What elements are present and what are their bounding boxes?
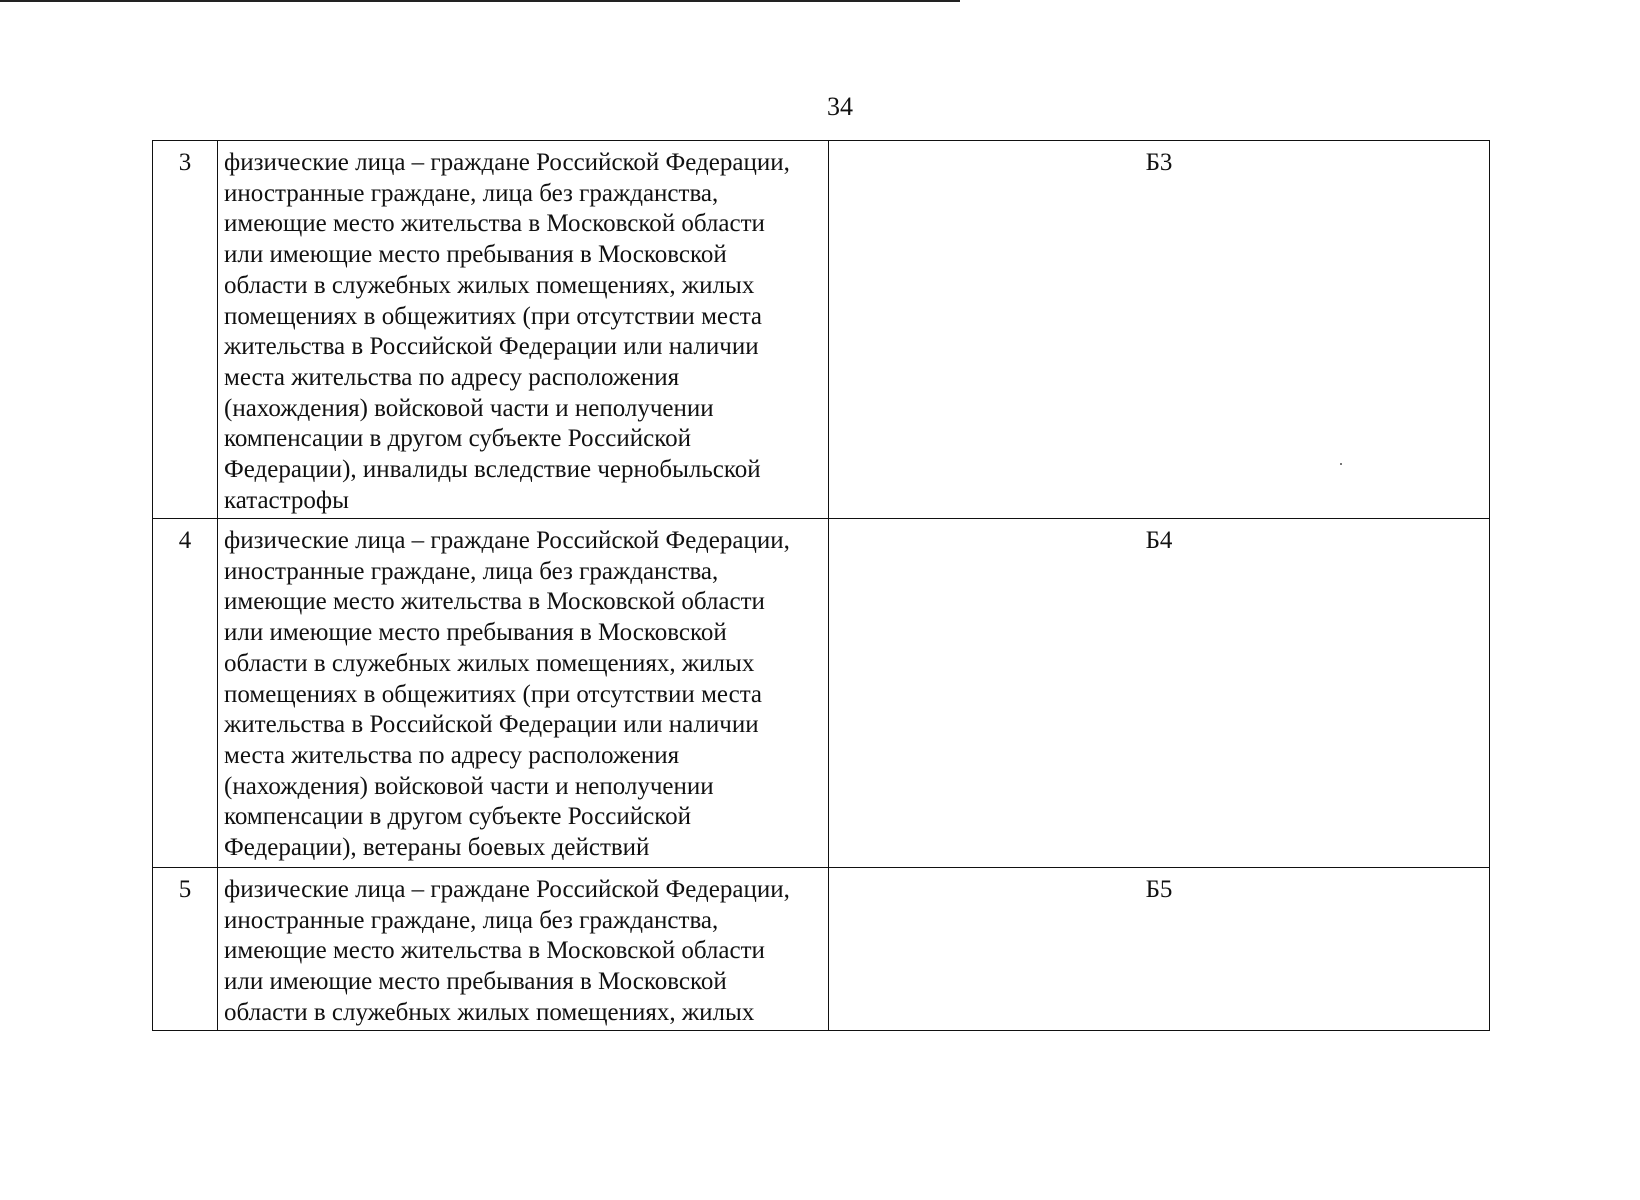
description-line: области в служебных жилых помещениях, жилых [224, 998, 755, 1026]
description-line: помещениях в общежитиях (при отсутствии места [224, 680, 763, 708]
row-description [218, 868, 829, 1031]
table-row [153, 519, 1490, 868]
page-number: 34 [827, 92, 853, 121]
description-line: или имеющие место пребывания в Московской [224, 241, 727, 269]
description-line: или имеющие место пребывания в Московской [224, 619, 727, 647]
description-line: имеющие место жительства в Московской области [224, 937, 765, 965]
scan-speck [1340, 463, 1342, 465]
description-line: (нахождения) войсковой части и неполучении [224, 394, 714, 422]
description-line: иностранные граждане, лица без гражданства, [224, 179, 719, 207]
table-row [153, 141, 1490, 519]
description-line: помещениях в общежитиях (при отсутствии места [224, 302, 763, 330]
row-description [218, 519, 829, 868]
description-line: Федерации), инвалиды вследствие чернобыльской [224, 456, 761, 484]
description-line: иностранные граждане, лица без гражданства, [224, 557, 719, 585]
description-line: катастрофы [224, 486, 349, 514]
description-line: физические лица – граждане Российской Федерации, [224, 876, 790, 903]
description-line: имеющие место жительства в Московской области [224, 210, 765, 238]
description-line: имеющие место жительства в Московской области [224, 588, 765, 616]
row-description [218, 141, 829, 519]
description-line: области в служебных жилых помещениях, жилых [224, 649, 755, 677]
description-line: компенсации в другом субъекте Российской [224, 425, 691, 453]
document-table [152, 140, 1490, 1031]
description-line: места жительства по адресу расположения [224, 741, 680, 769]
row-code: Б5 [829, 868, 1490, 1031]
description-line: иностранные граждане, лица без гражданства, [224, 906, 719, 934]
description-line: Федерации), ветераны боевых действий [224, 834, 650, 862]
description-line: компенсации в другом субъекте Российской [224, 803, 691, 831]
description-line: области в служебных жилых помещениях, жилых [224, 271, 755, 299]
description-line: физические лица – граждане Российской Федерации, [224, 149, 790, 176]
scan-top-edge [0, 0, 960, 2]
row-number: 4 [153, 519, 218, 868]
row-code: Б3 [829, 141, 1490, 519]
row-code: Б4 [829, 519, 1490, 868]
description-line: физические лица – граждане Российской Федерации, [224, 527, 790, 554]
row-number: 3 [153, 141, 218, 519]
table-row [153, 868, 1490, 1031]
row-number: 5 [153, 868, 218, 1031]
description-line: жительства в Российской Федерации или наличии [224, 711, 759, 739]
description-line: жительства в Российской Федерации или наличии [224, 333, 759, 361]
description-line: (нахождения) войсковой части и неполучении [224, 772, 714, 800]
description-line: места жительства по адресу расположения [224, 363, 680, 391]
description-line: или имеющие место пребывания в Московской [224, 968, 727, 996]
